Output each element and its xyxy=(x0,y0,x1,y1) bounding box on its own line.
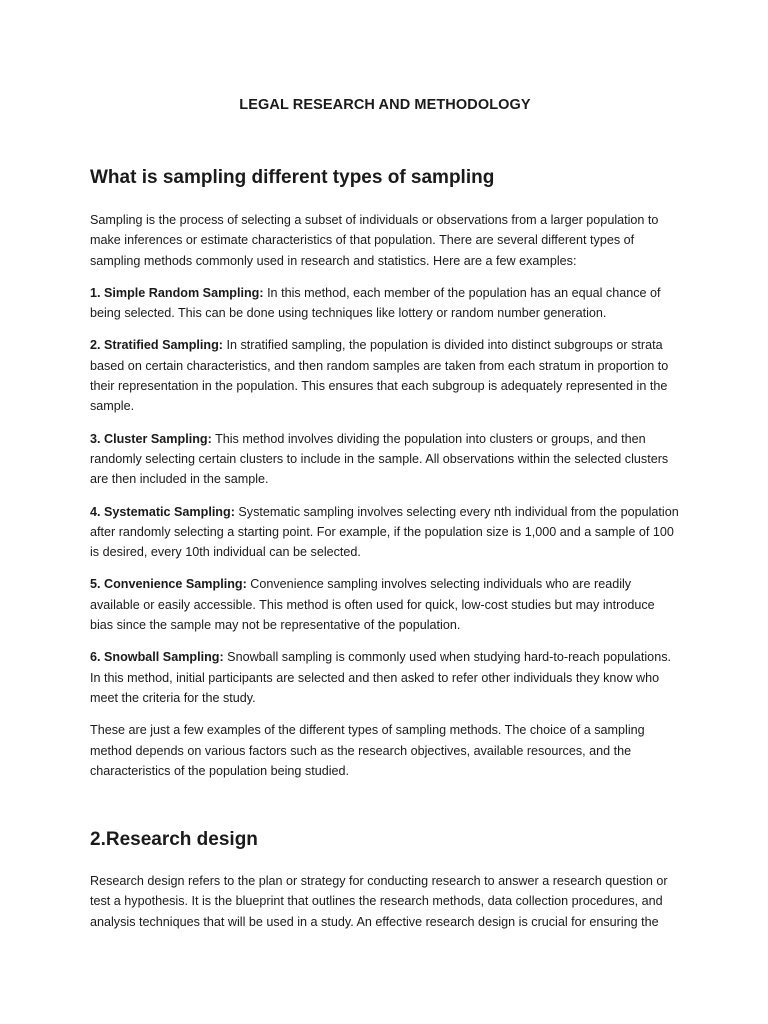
item-term: Simple Random Sampling: xyxy=(104,285,264,300)
sampling-item-stratified xyxy=(90,335,680,416)
item-text: This method involves dividing the population into clusters or groups, and then randomly selecting certain clusters to include in the sample. All observations within the selected clusters are then included in the sample. xyxy=(90,431,669,487)
item-text: In this method, each member of the population has an equal chance of being selected. This can be done using techniques like lottery or random number generation. xyxy=(90,285,661,321)
item-number: 3. xyxy=(90,431,101,446)
item-term: Snowball Sampling: xyxy=(104,650,224,665)
item-term: Stratified Sampling: xyxy=(104,338,223,353)
sampling-heading: What is sampling different types of sampling xyxy=(90,167,495,188)
item-number: 5. xyxy=(90,577,101,592)
sampling-item-snowball xyxy=(90,647,680,708)
item-text: Convenience sampling involves selecting individuals who are readily available or easily accessible. This method is often used for quick, low-cost studies but may introduce bias since the sample may not be representative of the population. xyxy=(90,577,655,633)
sampling-item-cluster xyxy=(90,429,680,490)
research-design-heading: 2.Research design xyxy=(90,829,258,851)
sampling-closing-paragraph: These are just a few examples of the different types of sampling methods. The choice of a sampling method depends on various factors such as the research objectives, available resources, and the characteristics of the population being studied. xyxy=(90,723,645,778)
item-term: Convenience Sampling: xyxy=(104,577,247,592)
sampling-item-simple-random xyxy=(90,283,680,324)
item-number: 4. xyxy=(90,504,101,519)
sampling-item-systematic xyxy=(90,502,680,563)
item-text: Snowball sampling is commonly used when studying hard-to-reach populations. In this method, initial participants are selected and then asked to refer other individuals they know who meet the criteria for the study. xyxy=(90,650,671,705)
item-number: 6. xyxy=(90,650,101,665)
item-text: Systematic sampling involves selecting every nth individual from the population after randomly selecting a starting point. For example, if the population size is 1,000 and a sample of 100 is desired, every 10th individual can be selected. xyxy=(90,504,679,560)
document-page xyxy=(90,0,680,932)
item-term: Systematic Sampling: xyxy=(104,504,235,519)
sampling-intro-paragraph: Sampling is the process of selecting a subset of individuals or observations from a larger population to make inferences or estimate characteristics of that population. There are several different types of sampling methods commonly used in research and statistics. Here are a few examples: xyxy=(90,213,659,268)
item-text: In stratified sampling, the population is divided into distinct subgroups or strata based on certain characteristics, and then random samples are taken from each stratum in proportion to their representation in the population. This ensures that each subgroup is adequately represented in the sample. xyxy=(90,338,669,414)
research-design-paragraph: Research design refers to the plan or strategy for conducting research to answer a research question or test a hypothesis. It is the blueprint that outlines the research methods, data collection procedures, and analysis techniques that will be used in a study. An effective research design is crucial for ensuring the xyxy=(90,874,668,929)
document-title: LEGAL RESEARCH AND METHODOLOGY xyxy=(239,97,531,113)
item-term: Cluster Sampling: xyxy=(104,431,212,446)
item-number: 1. xyxy=(90,285,101,300)
item-number: 2. xyxy=(90,338,101,353)
sampling-item-convenience xyxy=(90,574,680,635)
